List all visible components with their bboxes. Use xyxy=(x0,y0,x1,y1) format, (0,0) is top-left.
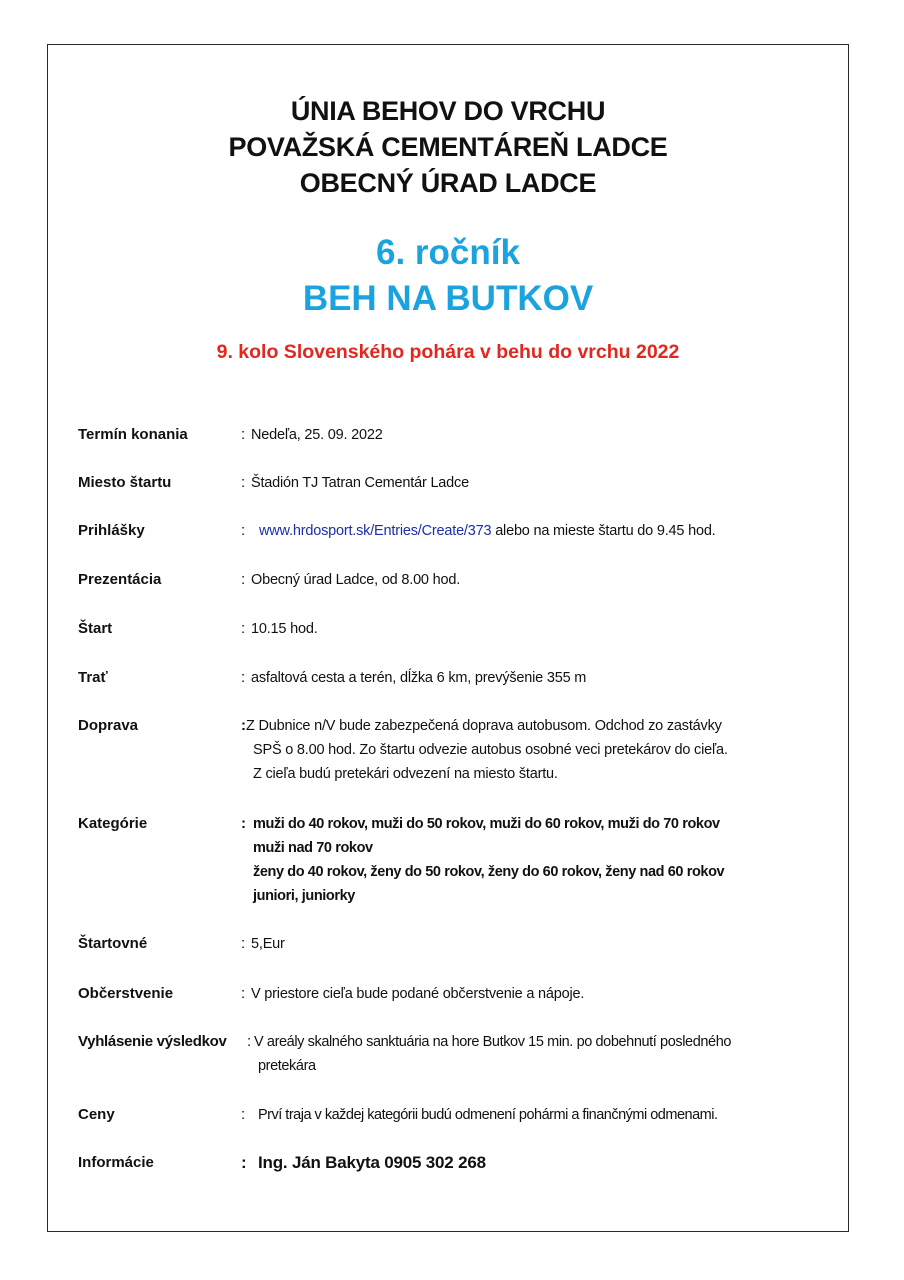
detail-line: Z Dubnice n/V bude zabezpečená doprava autobusom. Odchod zo zastávky xyxy=(246,718,722,734)
detail-separator: : xyxy=(241,522,246,539)
detail-value: Obecný úrad Ladce, od 8.00 hod. xyxy=(251,572,461,588)
detail-separator: : xyxy=(241,985,246,1002)
category-line: ženy do 40 rokov, ženy do 50 rokov, ženy do 60 rokov, ženy nad 60 rokov xyxy=(253,864,725,880)
detail-separator: : xyxy=(241,474,246,491)
detail-value: 5,Eur xyxy=(251,936,285,952)
edition-title: 6. ročník xyxy=(376,233,520,272)
organizer-line-1: ÚNIA BEHOV DO VRCHU xyxy=(290,96,606,126)
detail-value: 10.15 hod. xyxy=(251,621,318,637)
category-line: muži nad 70 rokov xyxy=(253,840,373,856)
detail-label: Trať xyxy=(78,669,108,686)
detail-value: Nedeľa, 25. 09. 2022 xyxy=(251,427,383,443)
detail-value xyxy=(246,714,728,786)
registration-note: alebo na mieste štartu do 9.45 hod. xyxy=(491,523,716,539)
detail-label: Štartovné xyxy=(78,935,148,952)
detail-label: Vyhlásenie výsledkov xyxy=(78,1033,227,1050)
detail-value: Štadión TJ Tatran Cementár Ladce xyxy=(251,475,469,491)
category-line: muži do 40 rokov, muži do 50 rokov, muži do 60 rokov, muži do 70 rokov xyxy=(253,816,720,832)
detail-value: asfaltová cesta a terén, dĺžka 6 km, prevýšenie 355 m xyxy=(251,670,587,686)
detail-value xyxy=(253,812,724,908)
contact-info: Ing. Ján Bakyta 0905 302 268 xyxy=(258,1153,486,1172)
event-subtitle: 9. kolo Slovenského pohára v behu do vrchu 2022 xyxy=(216,341,680,363)
detail-separator: : xyxy=(241,815,246,832)
detail-label: Ceny xyxy=(78,1106,115,1123)
detail-label: Prihlášky xyxy=(78,522,145,539)
detail-label: Termín konania xyxy=(78,426,188,443)
detail-label: Doprava xyxy=(78,717,139,734)
detail-separator: : xyxy=(241,571,246,588)
detail-label: Informácie xyxy=(78,1154,154,1171)
detail-value: V priestore cieľa bude podané občerstvenie a nápoje. xyxy=(251,986,585,1002)
detail-label: Miesto štartu xyxy=(78,474,172,491)
detail-line: SPŠ o 8.00 hod. Zo štartu odvezie autobus osobné veci pretekárov do cieľa. xyxy=(253,742,728,758)
document-frame xyxy=(47,44,849,1232)
detail-separator: : xyxy=(247,1033,252,1050)
detail-separator: : xyxy=(241,935,246,952)
detail-line: V areály skalného sanktuária na hore Butkov 15 min. po dobehnutí posledného xyxy=(254,1034,732,1050)
detail-separator: : xyxy=(241,620,246,637)
detail-value xyxy=(254,1030,731,1078)
detail-line: Z cieľa budú pretekári odvezení na miesto štartu. xyxy=(253,766,558,782)
detail-line: pretekára xyxy=(258,1058,316,1074)
category-line: juniori, juniorky xyxy=(253,888,355,904)
detail-label: Štart xyxy=(78,620,113,637)
detail-label: Prezentácia xyxy=(78,571,162,588)
organizer-line-2: POVAŽSKÁ CEMENTÁREŇ LADCE xyxy=(228,132,668,162)
detail-separator: : xyxy=(241,1153,247,1172)
event-title: BEH NA BUTKOV xyxy=(302,279,594,318)
detail-label: Občerstvenie xyxy=(78,985,174,1002)
detail-value: Prví traja v každej kategórii budú odmenení pohármi a finančnými odmenami. xyxy=(258,1107,718,1123)
detail-separator: : xyxy=(241,426,246,443)
detail-separator: : xyxy=(241,669,246,686)
organizer-line-3: OBECNÝ ÚRAD LADCE xyxy=(299,168,597,198)
registration-link[interactable]: www.hrdosport.sk/Entries/Create/373 xyxy=(259,523,492,539)
detail-separator: : xyxy=(241,1106,246,1123)
detail-separator: : xyxy=(241,717,246,734)
detail-label: Kategórie xyxy=(78,815,148,832)
detail-value xyxy=(259,519,716,543)
